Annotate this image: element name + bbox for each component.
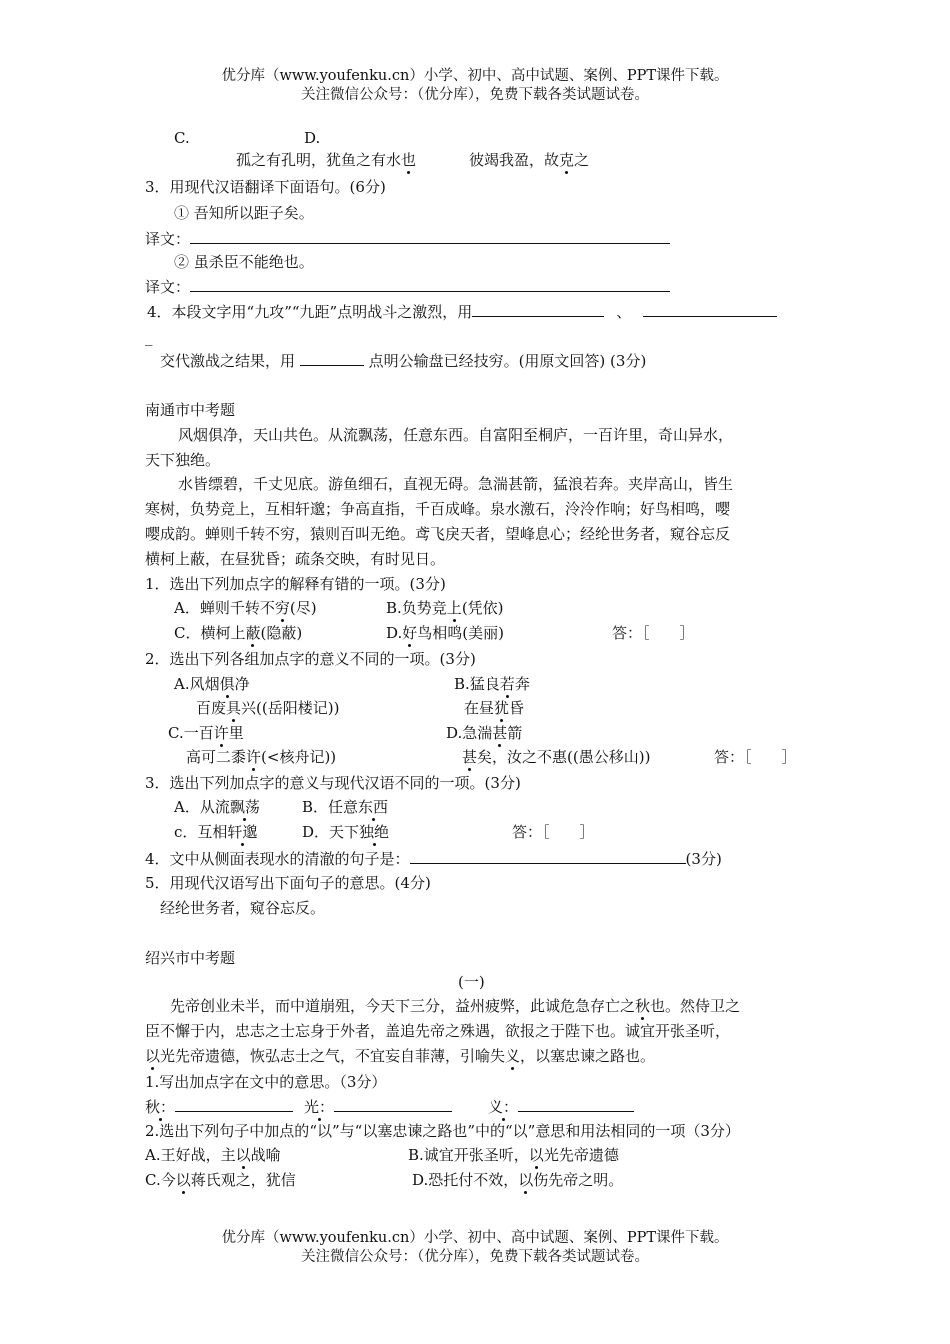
- sx-q2-option-c: C.今以蒋氏观之，犹信: [145, 1171, 296, 1189]
- answer-blank[interactable]: [410, 848, 686, 864]
- dotted-char: 飘荡: [229, 798, 260, 816]
- answer-blank[interactable]: [190, 276, 670, 292]
- sx-question-1: 1.写出加点字在文中的意思。（3分）: [145, 1073, 387, 1091]
- dotted-char: 俱: [219, 675, 235, 693]
- answer-blank[interactable]: [175, 1096, 293, 1112]
- nt-q1-option-b: B.负势竞上(凭依): [386, 599, 504, 617]
- answer-bracket[interactable]: 答：［ ］: [612, 624, 695, 642]
- nt-q3-option-a: A．从流飘荡: [174, 798, 260, 816]
- question-4-dash: _: [145, 328, 153, 346]
- dotted-char: 东西: [358, 798, 389, 816]
- footer-line-1: 优分库（www.youfenku.cn）小学、初中、高中试题、案例、PPT课件下载。: [221, 1230, 729, 1246]
- dotted-char: 许: [213, 724, 229, 742]
- passage-line: 天下独绝。: [145, 451, 221, 469]
- footer-line-2: 关注微信公众号：（优分库），免费下载各类试题试卷。: [301, 1249, 649, 1265]
- answer-bracket[interactable]: 答：［ ］: [714, 748, 797, 766]
- dotted-char: 许: [246, 748, 262, 766]
- nt-q2-option-c: C.一百许里: [168, 724, 244, 742]
- dotted-char: 穷: [274, 599, 290, 617]
- dotted-char: 轩邈: [227, 823, 258, 841]
- answer-bracket[interactable]: 答：［ ］: [512, 823, 595, 841]
- header-line-2: 关注微信公众号：（优分库），免费下载各类试题试卷。: [301, 87, 649, 103]
- passage-line: 以光先帝遗德，恢弘志士之气，不宜妄自菲薄，引喻失义，以塞忠谏之路也。: [145, 1047, 656, 1065]
- nt-q1-option-d: D.好鸟相鸣(美丽): [386, 624, 504, 642]
- nt-q3-option-d: D．天下独绝: [302, 823, 390, 841]
- answer-blank[interactable]: [518, 1096, 634, 1112]
- dotted-char: 具: [226, 699, 242, 717]
- nt-q3-option-c: c．互相轩邈: [174, 823, 258, 841]
- dotted-char: 若: [499, 675, 515, 693]
- passage-line: 风烟俱净，天山共色。从流飘荡，任意东西。自富阳至桐庐，一百许里，奇山异水，: [178, 426, 734, 444]
- header-line-1: 优分库（www.youfenku.cn）小学、初中、高中试题、案例、PPT课件下载。: [221, 68, 729, 84]
- nt-question-5: 5．用现代汉语写出下面句子的意思。(4分): [145, 874, 431, 892]
- passage-line: 水皆缥碧，千丈见底。游鱼细石，直视无碍。急湍甚箭，猛浪若奔。夹岸高山，皆生: [178, 475, 734, 493]
- passage-line: 寒树，负势竞上，互相轩邈；争高直指，千百成峰。泉水激石，泠泠作响；好鸟相鸣，嘤: [145, 500, 731, 518]
- nt-question-4: 4．文中从侧面表现水的清澈的句子是： (3分): [145, 850, 722, 868]
- question-3-item-2: ② 虽杀臣不能绝也。: [174, 253, 314, 271]
- dotted-char: 以: [235, 1146, 251, 1164]
- sx-q1-blank-qiu: [145, 1096, 293, 1117]
- question-3-item-1: ① 吾知所以距子矣。: [174, 204, 314, 222]
- nt-q2-option-b-sub: 在昼犹昏: [464, 699, 525, 717]
- dotted-char: 义: [505, 1047, 521, 1065]
- dotted-char: 以: [145, 1047, 161, 1065]
- nt-question-3: 3．选出下列加点字的意义与现代汉语不同的一项。(3分): [145, 774, 521, 792]
- sx-question-2: 2.选出下列句子中加点的“以”与“以塞忠谏之路也”中的“以”意思和用法相同的一项（3分）: [145, 1122, 740, 1140]
- dotted-char: 以: [528, 1146, 544, 1164]
- answer-blank[interactable]: [334, 1096, 452, 1112]
- dotted-char: 甚: [462, 748, 478, 766]
- dotted-char: 秋: [635, 997, 651, 1015]
- nt-q1-option-a: A．蝉则千转不穷(尽): [174, 599, 317, 617]
- nt-q2-option-d-sub: 甚矣，汝之不惠((愚公移山)): [462, 748, 651, 766]
- dotted-char: 好: [402, 624, 418, 642]
- passage-line: 横柯上蔽，在昼犹昏；疏条交映，有时见日。: [145, 550, 446, 568]
- sx-q1-blank-yi: [488, 1096, 634, 1117]
- dotted-char: 光：: [304, 1098, 335, 1116]
- dotted-char: 以: [518, 1171, 534, 1189]
- answer-blank[interactable]: [643, 301, 777, 317]
- dotted-char: 蔽: [245, 624, 261, 642]
- sx-q2-option-b: B.诚宜开张圣听，以光先帝遗德: [408, 1146, 619, 1164]
- answer-blank[interactable]: [190, 228, 670, 244]
- answer-blank[interactable]: [300, 350, 364, 366]
- dotted-char: 以: [175, 1171, 191, 1189]
- dotted-char: 也: [401, 151, 417, 169]
- section-number: (一): [458, 973, 485, 991]
- nt-question-2: 2．选出下列各组加点字的意义不同的一项。(3分): [145, 650, 476, 668]
- passage-line: 先帝创业未半，而中道崩殂，今天下三分，益州疲弊，此诚危急存亡之秋也。然侍卫之: [170, 997, 741, 1015]
- answer-blank[interactable]: [472, 301, 604, 317]
- dotted-char: 甚: [492, 724, 508, 742]
- question-3: 3．用现代汉语翻译下面语句。(6分): [145, 178, 386, 196]
- dotted-char: 克: [559, 151, 575, 169]
- sx-q2-option-a: A.王好战，主以战喻: [145, 1146, 281, 1164]
- nt-q5-sentence: 经纶世务者，窥谷忘反。: [160, 899, 326, 917]
- dotted-char: 上: [446, 599, 462, 617]
- dotted-char: 独绝: [359, 823, 390, 841]
- nt-q3-option-b: B．任意东西: [302, 798, 389, 816]
- nt-q2-option-c-sub: 高可二黍许(<核舟记)): [186, 748, 337, 766]
- translation-line-1: 译文：: [145, 228, 670, 249]
- dotted-char: 犹: [494, 699, 510, 717]
- nt-q2-option-a: A.风烟俱净: [174, 675, 250, 693]
- question-4: 4．本段文字用“九攻”“九距”点明战斗之激烈，用 、: [147, 301, 777, 322]
- sx-q2-option-d: D.恐托付不效，以伤先帝之明。: [412, 1171, 624, 1189]
- option-d-label: D.: [304, 129, 321, 147]
- nt-q2-option-b: B.猛良若奔: [454, 675, 530, 693]
- option-c-label: C.: [174, 129, 190, 147]
- passage-line: 嘤成韵。蝉则千转不穷，猿则百叫无绝。鸢飞戾天者，望峰息心；经纶世务者，窥谷忘反: [145, 525, 731, 543]
- sx-q1-blank-guang: [304, 1096, 452, 1117]
- section-title-shaoxing: 绍兴市中考题: [145, 949, 236, 967]
- nt-q1-option-c: C．横柯上蔽(隐蔽): [174, 624, 303, 642]
- translation-line-2: 译文：: [145, 276, 670, 297]
- nt-q2-option-a-sub: 百废具兴((岳阳楼记)): [196, 699, 340, 717]
- nt-q2-option-d: D.急湍甚箭: [446, 724, 523, 742]
- option-c-text: 孤之有孔明，犹鱼之有水也: [236, 151, 417, 169]
- dotted-char: 义：: [488, 1098, 519, 1116]
- section-title-nantong: 南通市中考题: [145, 401, 236, 419]
- nt-question-1: 1．选出下列加点字的解释有错的一项。(3分): [145, 575, 446, 593]
- option-d-text: 彼竭我盈，故克之: [469, 151, 590, 169]
- question-4-cont: 交代激战之结果，用 点明公输盘已经技穷。(用原文回答) (3分): [160, 352, 647, 370]
- dotted-char: 秋：: [145, 1098, 176, 1116]
- passage-line: 臣不懈于内，忠志之士忘身于外者，盖追先帝之殊遇，欲报之于陛下也。诚宜开张圣听，: [145, 1022, 731, 1040]
